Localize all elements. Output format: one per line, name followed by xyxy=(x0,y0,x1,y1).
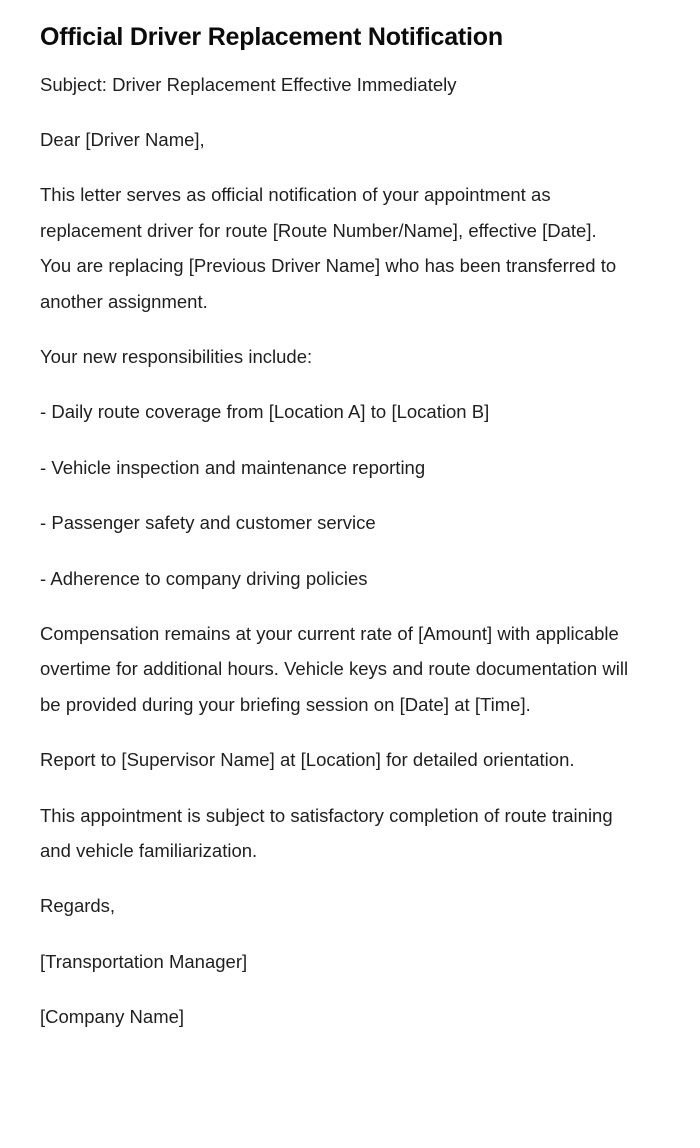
paragraph-report-to: Report to [Supervisor Name] at [Location] for detailed orientation. xyxy=(40,749,575,771)
paragraph-notification-body: This letter serves as official notification of your appointment as replacement driver for route [Route Number/Name], effective [Date]. You are replacing [Previous Driver Name] who has been transferred to another assignment. xyxy=(40,184,617,312)
list-item-passenger-safety: - Passenger safety and customer service xyxy=(40,512,376,534)
signature-role: [Transportation Manager] xyxy=(40,950,248,972)
paragraph-subject: Subject: Driver Replacement Effective Immediately xyxy=(40,73,457,95)
paragraph-salutation: Dear [Driver Name], xyxy=(40,128,205,150)
paragraph-conditions: This appointment is subject to satisfactory completion of route training and vehicle familiarization. xyxy=(40,804,613,861)
paragraph-compensation: Compensation remains at your current rate of [Amount] with applicable overtime for additional hours. Vehicle keys and route documentation will be provided during your briefing session on [Date] at [Time]. xyxy=(40,622,629,715)
list-item-vehicle-inspection: - Vehicle inspection and maintenance reporting xyxy=(40,456,426,478)
signature-company: [Company Name] xyxy=(40,1006,185,1028)
paragraph-closing: Regards, xyxy=(40,895,116,917)
paragraph-responsibilities-intro: Your new responsibilities include: xyxy=(40,345,313,367)
page-title: Official Driver Replacement Notification xyxy=(40,23,503,51)
list-item-driving-policies: - Adherence to company driving policies xyxy=(40,567,368,589)
list-item-route-coverage: - Daily route coverage from [Location A] to [Location B] xyxy=(40,401,490,423)
document-body xyxy=(40,67,630,1035)
